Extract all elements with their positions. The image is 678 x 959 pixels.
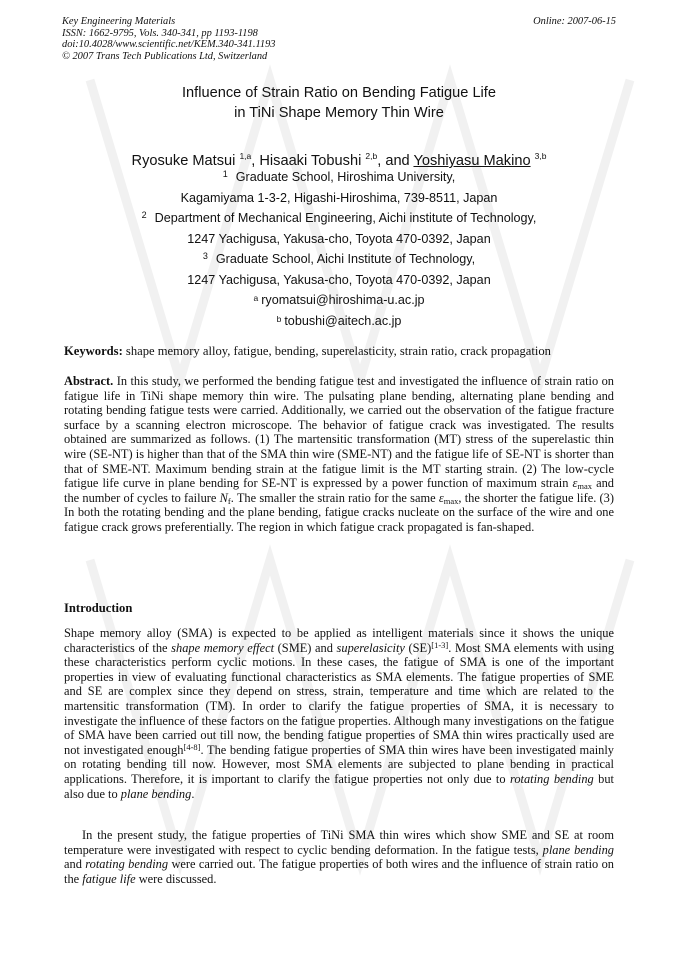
italic-term: rotating bending [85,857,169,872]
introduction-paragraph-1 [64,626,614,801]
symbol-subscript: max [443,495,459,506]
affiliation-2 [0,207,678,247]
section-heading-introduction: Introduction [64,601,133,615]
symbol-n: N [219,490,228,505]
abstract-text: and the number of cycles to failure [64,476,614,505]
body-text: (SME) and [274,640,337,655]
affiliation-line: Kagamiyama 1-3-2, Higashi-Hiroshima, 739-8511, Japan [180,190,498,205]
affiliation-1 [0,166,678,206]
email-b [0,311,678,329]
author-mark: 1,a [239,151,252,161]
italic-term: plane bending [542,842,614,857]
affiliation-line: 1247 Yachigusa, Yakusa-cho, Toyota 470-0392, Japan [187,231,491,246]
email-address[interactable]: ryomatsui@hiroshima-u.ac.jp [261,293,425,307]
symbol-epsilon: ε [438,490,444,505]
author-mark: 3,b [534,151,547,161]
symbol-epsilon: ε [572,476,578,491]
journal-header [62,16,616,62]
keywords-text: shape memory alloy, fatigue, bending, superelasticity, strain ratio, crack propagation [125,344,551,358]
body-text: . The bending fatigue properties of SMA thin wires have been investigated mainly on rotating bending till now. However, most SMA elements are subjected to plane bending in practical applications. Therefore, it is important to clarify the fatigue properties not only due to [64,742,614,786]
affiliation-number: 3 [202,251,208,261]
affiliation-line: 1247 Yachigusa, Yakusa-cho, Toyota 470-0392, Japan [187,272,491,287]
copyright-line: © 2007 Trans Tech Publications Ltd, Switzerland [62,50,268,62]
affiliation-3 [0,248,678,288]
author-separator: , [251,152,260,169]
keywords [64,344,614,359]
email-address[interactable]: tobushi@aitech.ac.jp [284,314,402,328]
title-line-1: Influence of Strain Ratio on Bending Fatigue Life [182,85,496,101]
author-name: Ryosuke Matsui [131,152,236,169]
paper-title [0,83,678,123]
affiliation-line: Graduate School, Hiroshima University, [235,170,456,184]
abstract-text: . The smaller the strain ratio for the same [230,490,439,505]
abstract-text: In this study, we performed the bending fatigue test and investigated the influence of strain ratio on fatigue life in TiNi shape memory thin wire. The pulsating plane bending, alternating plane bending and rotating bending fatigue tests were carried. Additionally, we carried out the observation of the fatigue fracture surface by a scanning electron microscope. The behavior of fatigue crack was investigated. The results obtained are summarized as follows. (1) The martensitic transformation (MT) stress of the superelastic thin wire (SE-NT) is higher than that of the SMA thin wire (SME-NT) and the fatigue life of SE-NT is shorter than that of SME-NT. Maximum bending strain at the fatigue limit is the MT starting strain. (2) The low-cycle fatigue life curve in plane bending for SE-NT is expressed by a power function of maximum strain [64,374,614,491]
symbol-subscript: max [577,481,593,492]
issn-line: ISSN: 1662-9795, Vols. 340-341, pp 1193-1198 [62,27,258,39]
body-text: were discussed. [135,871,217,886]
keywords-label: Keywords: [64,344,123,358]
abstract-label: Abstract. [64,374,114,388]
body-text: . Most SMA elements with using these characteristics perform cyclic motions. In these cases, the fatigue of SMA is one of the important properties in view of evaluating functional characteristics as SMA elements. The fatigue properties of SME and SE are complex since they depend on stress, strain, temperature and time which are related to the martensitic transformation (TM). In order to clarify the fatigue properties of SMA, it is necessary to investigate the influence of these factors on the fatigue properties. Although many investigations on the fatigue of SMA have been carried out till now, the bending fatigue properties of SMA thin wires practically used are not investigated enough [64,640,615,757]
affiliation-number: 2 [141,210,147,220]
body-text: Shape memory alloy (SMA) is expected to be applied as intelligent materials since it shows the unique characteristics of the [64,626,614,655]
author-separator: , and [377,152,414,169]
affiliation-line: Department of Mechanical Engineering, Aichi institute of Technology, [154,211,537,225]
symbol-subscript: f [227,495,231,506]
body-text: but also due to [64,771,614,801]
affiliation-number: 1 [222,169,228,179]
body-text: . [191,786,195,801]
body-text: (SE) [404,640,432,655]
introduction-paragraph-2 [64,828,614,886]
italic-term: shape memory effect [171,640,275,655]
journal-name: Key Engineering Materials [62,16,176,27]
italic-term: rotating bending [509,771,594,786]
citation[interactable]: [4-8] [183,741,201,752]
doi-line: doi:10.4028/www.scientific.net/KEM.340-341.1193 [62,39,276,51]
email-mark: a [253,293,259,303]
body-text: were carried out. The fatigue properties of both wires and the influence of strain ratio on the [64,857,614,886]
citation[interactable]: [1-3] [431,639,449,650]
corresponding-author-name: Yoshiyasu Makino [413,152,531,169]
email-a [0,290,678,308]
online-date: Online: 2007-06-15 [533,16,616,27]
affiliation-line: Graduate School, Aichi Institute of Technology, [215,252,476,266]
abstract [64,374,614,535]
email-mark: b [276,314,282,324]
author-mark: 2,b [365,151,378,161]
italic-term: plane bending [120,786,192,801]
title-line-2: in TiNi Shape Memory Thin Wire [234,105,444,121]
abstract-text: , the shorter the fatigue life. (3) In both the rotating bending and the plane bending, fatigue cracks nucleate on the surface of the wire and one fatigue crack grows preferentially. The region in which fatigue crack propagated is fan-shaped. [64,490,614,534]
body-text: In the present study, the fatigue properties of TiNi SMA thin wires which show SME and SE at room temperature were investigated with respect to cyclic bending deformation. In the fatigue tests, [64,828,614,857]
italic-term: superelasicity [336,640,405,655]
italic-term: fatigue life [82,871,136,886]
body-text: and [64,857,86,872]
author-name: Hisaaki Tobushi [259,152,362,169]
